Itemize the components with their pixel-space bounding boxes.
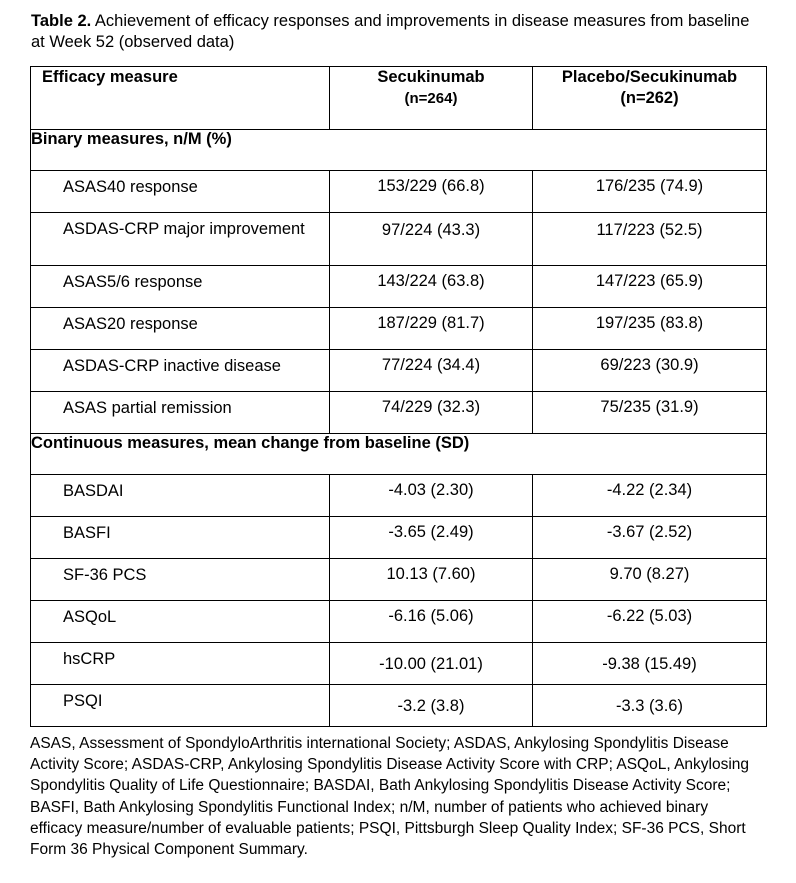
row-placebo-value: -3.3 (3.6) bbox=[533, 685, 767, 727]
row-secukinumab-value: -6.16 (5.06) bbox=[330, 601, 533, 643]
section-title: Binary measures, n/M (%) bbox=[31, 130, 767, 171]
row-placebo-value: -6.22 (5.03) bbox=[533, 601, 767, 643]
header-placebo-secukinumab-n: (n=262) bbox=[620, 89, 679, 107]
row-secukinumab-value: 77/224 (34.4) bbox=[330, 350, 533, 392]
row-measure: ASDAS-CRP inactive disease bbox=[31, 350, 330, 392]
row-secukinumab-value: 97/224 (43.3) bbox=[330, 213, 533, 266]
row-placebo-value: 176/235 (74.9) bbox=[533, 171, 767, 213]
header-efficacy-measure: Efficacy measure bbox=[31, 67, 330, 130]
row-secukinumab-value: -3.2 (3.8) bbox=[330, 685, 533, 727]
table-row bbox=[31, 392, 767, 434]
row-placebo-value: -4.22 (2.34) bbox=[533, 475, 767, 517]
header-secukinumab-n: (n=264) bbox=[404, 90, 458, 107]
row-placebo-value: 117/223 (52.5) bbox=[533, 213, 767, 266]
row-measure: ASDAS-CRP major improvement bbox=[31, 213, 330, 266]
row-secukinumab-value: 187/229 (81.7) bbox=[330, 308, 533, 350]
header-placebo-secukinumab-name: Placebo/Secukinumab bbox=[561, 68, 738, 86]
table-footnote: ASAS, Assessment of SpondyloArthritis international Society; ASDAS, Ankylosing Spondylitis Disease Activity Score; ASDAS-CRP, Ankylosing Spondylitis Disease Activity Score with CRP; ASQoL, Ankylosing Spondylitis Quality of Life Questionnaire; BASDAI, Bath Ankylosing Spondylitis Disease Activity Score; BASFI, Bath Ankylosing Spondylitis Functional Index; n/M, number of patients who achieved binary efficacy measure/number of evaluable patients; PSQI, Pittsburgh Sleep Quality Index; SF-36 PCS, Short Form 36 Physical Component Summary. bbox=[30, 735, 750, 859]
row-measure: BASDAI bbox=[31, 475, 330, 517]
row-measure: PSQI bbox=[31, 685, 330, 727]
table-row bbox=[31, 517, 767, 559]
row-placebo-value: 69/223 (30.9) bbox=[533, 350, 767, 392]
table-caption-text: Achievement of efficacy responses and improvements in disease measures from baseline at Week 52 (observed data) bbox=[31, 12, 750, 51]
row-measure: SF-36 PCS bbox=[31, 559, 330, 601]
table-row bbox=[31, 475, 767, 517]
section-row-binary bbox=[31, 130, 767, 171]
row-placebo-value: -9.38 (15.49) bbox=[533, 643, 767, 685]
row-measure: ASAS40 response bbox=[31, 171, 330, 213]
header-secukinumab bbox=[330, 67, 533, 130]
table-header-row bbox=[31, 67, 767, 130]
table-caption bbox=[31, 11, 751, 53]
row-measure: ASAS partial remission bbox=[31, 392, 330, 434]
row-secukinumab-value: 10.13 (7.60) bbox=[330, 559, 533, 601]
table-row bbox=[31, 266, 767, 308]
table-row bbox=[31, 213, 767, 266]
row-secukinumab-value: 143/224 (63.8) bbox=[330, 266, 533, 308]
row-secukinumab-value: -4.03 (2.30) bbox=[330, 475, 533, 517]
section-title: Continuous measures, mean change from baseline (SD) bbox=[31, 434, 767, 475]
row-placebo-value: 75/235 (31.9) bbox=[533, 392, 767, 434]
table-row bbox=[31, 350, 767, 392]
row-measure: ASQoL bbox=[31, 601, 330, 643]
row-measure: ASAS20 response bbox=[31, 308, 330, 350]
row-measure: BASFI bbox=[31, 517, 330, 559]
row-measure: hsCRP bbox=[31, 643, 330, 685]
row-measure: ASAS5/6 response bbox=[31, 266, 330, 308]
section-row-continuous bbox=[31, 434, 767, 475]
table-row bbox=[31, 308, 767, 350]
table-caption-label: Table 2. bbox=[31, 12, 92, 30]
row-placebo-value: -3.67 (2.52) bbox=[533, 517, 767, 559]
header-placebo-secukinumab bbox=[533, 67, 767, 130]
row-secukinumab-value: -10.00 (21.01) bbox=[330, 643, 533, 685]
row-placebo-value: 9.70 (8.27) bbox=[533, 559, 767, 601]
row-secukinumab-value: 74/229 (32.3) bbox=[330, 392, 533, 434]
row-placebo-value: 197/235 (83.8) bbox=[533, 308, 767, 350]
table-row bbox=[31, 171, 767, 213]
table-row bbox=[31, 559, 767, 601]
row-secukinumab-value: 153/229 (66.8) bbox=[330, 171, 533, 213]
table-row bbox=[31, 601, 767, 643]
header-secukinumab-name: Secukinumab bbox=[377, 68, 485, 86]
row-placebo-value: 147/223 (65.9) bbox=[533, 266, 767, 308]
table-row bbox=[31, 643, 767, 685]
efficacy-table bbox=[30, 66, 767, 727]
table-row bbox=[31, 685, 767, 727]
row-secukinumab-value: -3.65 (2.49) bbox=[330, 517, 533, 559]
